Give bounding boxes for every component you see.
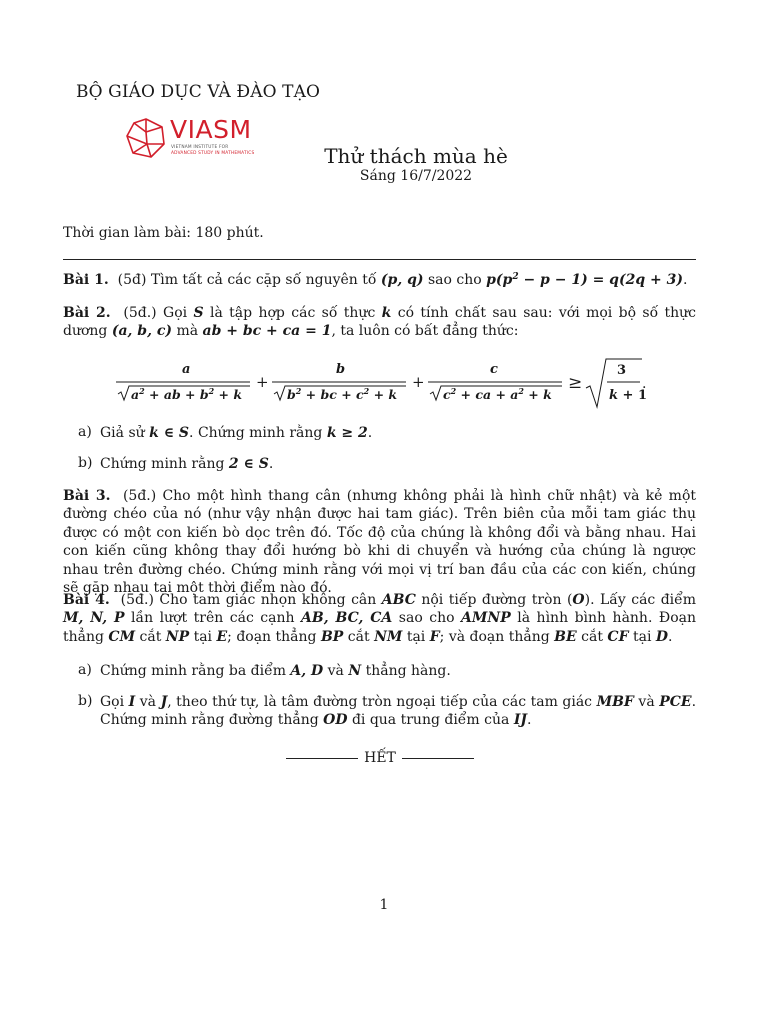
problem-2-text: có tính chất sau sau: với mọi bộ số thực dương [63,305,697,340]
problem-4b-text: , theo thứ tự, là tâm đường tròn ngoại tiếp của các tam giác [167,694,593,710]
problem-4-text: . Lấy các điểm [590,592,697,608]
problem-1-points: (5đ) [117,272,147,288]
math: IJ [513,712,527,729]
problem-4-text: ; đoạn thẳng [227,628,317,645]
problem-4-text: cắt [581,628,603,645]
end-dash-right [402,758,474,759]
problem-4a-text: Chứng minh rằng ba điểm [100,663,286,679]
logo-subtitle-2: ADVANCED STUDY IN MATHEMATICS [171,151,255,156]
math: AB, BC, CA [301,610,393,627]
problem-4-text: cắt [347,628,370,645]
problem-2a-text: Giả sử [100,425,145,441]
math: CM [108,628,136,645]
math: MBF [596,694,634,710]
problem-4b-text: Gọi [100,694,125,710]
math: ABC [381,592,416,608]
math: k [381,305,392,321]
svg-text:c2 + ca + a2 + k: $c^2$ + ca + $a^2 + k$ [443,386,552,402]
math: A, D [290,663,324,679]
end-text: HẾT [364,750,396,766]
problem-2b: Chứng minh rằng 2 ∈ S. [100,456,274,472]
inequality-formula [116,355,676,410]
problem-1: Bài 1. (5đ) Tìm tất cả các cặp số nguyên tố (p, q) sao cho $p(p^2 - p - 1) = q(2q + 3)$. [63,272,688,288]
logo-subtitle-1: VIETNAM INSTITUTE FOR [171,145,229,150]
problem-4a-text: thẳng hàng. [365,663,451,679]
svg-text:3: 3 [617,363,627,378]
problem-4a-letter: a) [78,662,92,678]
problem-4a-text: và [327,663,344,679]
problem-4b: Gọi I và J, theo thứ tự, là tâm đường tròn ngoại tiếp của các tam giác MBF và PCE. Chứng minh rằng đường thẳng OD đi qua trung điểm của IJ. [100,694,697,729]
math: k ∈ S [149,425,190,441]
document-date: Sáng 16/7/2022 [359,168,473,184]
math: k ≥ 2 [326,425,368,441]
problem-4-text: tại [406,628,426,645]
math: F [429,628,440,645]
problem-1-label: Bài 1. [63,272,109,288]
problem-3 [63,487,696,597]
math: $p(p^2 - p - 1) = q(2q + 3)$ [486,272,683,288]
page-number: 1 [379,897,389,913]
svg-text:a: a [182,362,191,377]
problem-4-text: sao cho [398,610,455,627]
problem-2b-text: Chứng minh rằng [100,456,225,472]
svg-text:c: c [490,362,498,377]
ministry-name: BỘ GIÁO DỤC VÀ ĐÀO TẠO [76,82,321,102]
math: D [655,628,669,645]
math: OD [323,712,348,729]
problem-3-points: (5đ.) [122,488,157,504]
problem-4b-text: Chứng minh rằng đường thẳng [100,712,319,729]
svg-text:a2 + ab + b2 + k: $a^2$ + ab + $b^2 + k$ [131,386,243,402]
polyhedron-logo-icon [124,116,168,160]
problem-4-text: cắt [139,628,162,645]
divider [63,259,696,260]
problem-4-text: lần lượt trên các cạnh [131,610,295,627]
math: N [348,663,362,679]
time-limit: Thời gian làm bài: 180 phút. [63,225,264,241]
problem-2b-letter: b) [78,455,93,471]
problem-2 [63,304,696,341]
math: AMNP [461,610,511,627]
math: BE [554,628,577,645]
problem-2-text: là tập hợp các số thực [209,305,376,321]
math: NP [165,628,190,645]
math: BP [320,628,344,645]
math: E [216,628,228,645]
svg-text:k + 1: k + 1 [609,388,648,403]
svg-text:b: b [336,362,346,377]
math: PCE [659,694,692,710]
problem-4-text: là hình bình hành. Đoạn thẳng [63,610,696,645]
problem-4: Bài 4. (5đ.) Cho tam giác nhọn không cân ABC nội tiếp đường tròn (O). Lấy các điểm M, N, P lần lượt trên các cạnh AB, BC, CA sao cho AMNP là hình bình hành. Đoạn thẳng CM cắt NP tại E; đoạn thẳng BP cắt NM tại F; và đoạn thẳng BE cắt CF tại D. [63,592,697,645]
math: S [193,305,204,321]
problem-2-text: Gọi [163,305,188,321]
math: (a, b, c) [111,323,172,340]
problem-4-text: ; và đoạn thẳng [439,628,550,645]
math: 2 ∈ S [228,456,269,472]
problem-2-text: , ta luôn có bất đẳng thức: [331,323,519,340]
problem-2-text: mà [176,323,199,340]
math: CF [607,628,629,645]
problem-4-text: Cho tam giác nhọn không cân [159,592,377,608]
math: I [128,694,136,710]
svg-text:≥: ≥ [568,373,583,393]
problem-2a-text: . Chứng minh rằng [189,425,323,441]
svg-text:+: + [412,373,425,391]
problem-4-label: Bài 4. [63,592,110,608]
end-marker [286,750,474,766]
math: (O) [566,592,591,608]
svg-text:.: . [642,376,647,392]
problem-4-text: nội tiếp đường tròn [421,592,562,608]
math: M, N, P [63,610,125,627]
problem-1-text: Tìm tất cả các cặp số nguyên tố [150,272,377,288]
problem-2a: Giả sử k ∈ S. Chứng minh rằng k ≥ 2. [100,425,373,441]
svg-text:+: + [256,373,269,391]
problem-3-label: Bài 3. [63,488,111,504]
end-dash-left [286,758,358,759]
problem-4-text: tại [632,628,652,645]
document-title: Thử thách mùa hè [324,144,508,168]
problem-4-points: (5đ.) [120,592,154,608]
problem-2-points: (5đ.) [123,305,157,321]
problem-2a-letter: a) [78,424,92,440]
logo-wordmark: VIASM [170,115,252,144]
problem-4a [100,662,696,680]
problem-2-label: Bài 2. [63,305,111,321]
math: J [160,694,168,710]
problem-4-text: tại [193,628,213,645]
problem-4b-text: và [638,694,655,710]
math: ab + bc + ca = 1 [202,323,332,340]
math: NM [374,628,403,645]
math: (p, q) [380,272,424,288]
problem-4b-text: và [139,694,157,710]
problem-4b-text: đi qua trung điểm của [351,712,510,729]
viasm-logo [124,116,274,160]
problem-3-text: Cho một hình thang cân (nhưng không phải là hình chữ nhật) và kẻ một đường chéo của nó (như vậy nhận được hai tam giác). Trên biên của mỗi tam giác thụ được có một con kiến bò dọc trên đó. Tốc độ của chúng là không đổi và bằng nhau. Hai con kiến cũng không thay đổi hướng bò khi di chuyển và hướng của chúng là ngược nhau trên đường chéo. Chứng minh rằng với mọi vị trí ban đầu của các con kiến, chúng sẽ gặp nhau tại một thời điểm nào đó. [63,488,697,597]
problem-4b-letter: b) [78,693,93,709]
svg-text:b2 + bc + c2 + k: $b^2$ + bc + $c^2 + k$ [287,386,398,402]
